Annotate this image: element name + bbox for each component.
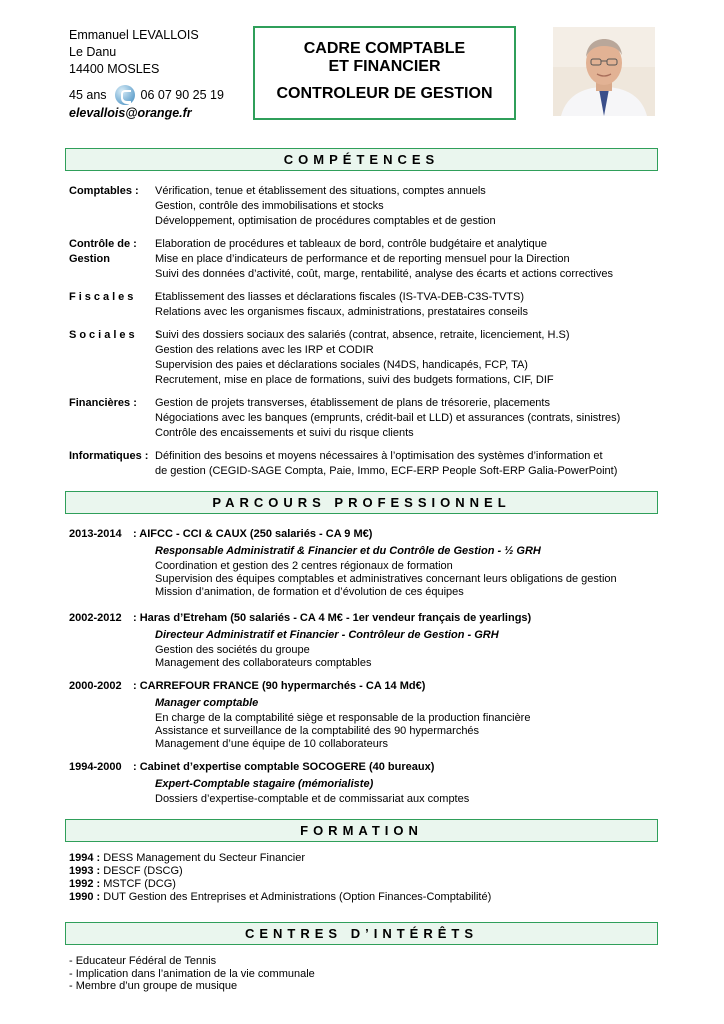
formation-item [69, 891, 491, 904]
competence-line: Mise en place d’indicateurs de performance et de reporting mensuel pour la Direction [155, 253, 570, 265]
interest-item: - Membre d’un groupe de musique [69, 980, 238, 992]
experience-years: 2000-2002 [69, 680, 122, 692]
experience-line: En charge de la comptabilité siège et responsable de la production financière [155, 712, 531, 724]
competence-row [69, 396, 620, 441]
competence-row [69, 184, 620, 229]
experience-line: Coordination et gestion des 2 centres régionaux de formation [155, 560, 453, 572]
experience-line: Dossiers d’expertise-comptable et de commissariat aux comptes [155, 793, 470, 805]
formation-text: MSTCF (DCG) [100, 878, 176, 890]
experience-role: Responsable Administratif & Financier et du Contrôle de Gestion - ½ GRH [155, 545, 541, 557]
experience-line: Supervision des équipes comptables et administratives concernant leurs obligations de gestion [155, 573, 617, 585]
competences-list [69, 184, 620, 486]
experience-role: Directeur Administratif et Financier - Contrôleur de Gestion - GRH [155, 629, 499, 641]
experience-line: Gestion des sociétés du groupe [155, 644, 310, 656]
competence-line: de gestion (CEGID-SAGE Compta, Paie, Immo, ECF-ERP People Soft-ERP Galia-PowerPoint) [155, 465, 618, 477]
competence-line: Supervision des paies et déclarations sociales (N4DS, handicapés, FCP, TA) [155, 359, 528, 371]
formation-year: 1994 : [69, 852, 101, 864]
experience-company: : Haras d’Etreham (50 salariés - CA 4 M€ - 1er vendeur français de yearlings) [133, 612, 532, 624]
competence-line: Recrutement, mise en place de formations, suivi des budgets formations, CIF, DIF [155, 374, 554, 386]
contact-email[interactable]: elevallois@orange.fr [69, 106, 192, 120]
experience-role: Manager comptable [155, 697, 259, 709]
section-header-parcours: PARCOURS PROFESSIONNEL [65, 491, 658, 514]
experience-years: 1994-2000 [69, 761, 122, 773]
formation-year: 1992 : [69, 878, 101, 890]
experience-years: 2002-2012 [69, 612, 122, 624]
experience-line: Assistance et surveillance de la comptabilité des 90 hypermarchés [155, 725, 480, 737]
experience-role: Expert-Comptable stagaire (mémorialiste) [155, 778, 374, 790]
competence-line: Développement, optimisation de procédures comptables et de gestion [155, 215, 496, 227]
experience-item [69, 528, 617, 599]
competence-label: Financières : [69, 397, 137, 409]
experience-line: Management d’une équipe de 10 collaborateurs [155, 738, 388, 750]
interest-item: - Educateur Fédéral de Tennis [69, 955, 217, 967]
competence-line: Suivi des dossiers sociaux des salariés (contrat, absence, retraite, licenciement, H.S) [155, 329, 570, 341]
experience-company: : CARREFOUR FRANCE (90 hypermarchés - CA 14 Md€) [133, 680, 426, 692]
job-title-line3: CONTROLEUR DE GESTION [276, 85, 493, 102]
competence-line: Etablissement des liasses et déclarations fiscales (IS-TVA-DEB-C3S-TVTS) [155, 291, 525, 303]
section-header-competences: COMPÉTENCES [65, 148, 658, 171]
experience-item [69, 612, 617, 670]
competence-row [69, 290, 620, 320]
job-title-line1: CADRE COMPTABLE [303, 40, 466, 57]
interests-list [69, 955, 315, 993]
portrait-image [553, 27, 655, 116]
experience-item [69, 761, 617, 806]
experience-line: Mission d’animation, de formation et d’évolution de ces équipes [155, 586, 464, 598]
formation-text: DESS Management du Secteur Financier [100, 852, 306, 864]
experience-item [69, 680, 617, 751]
profile-photo [553, 27, 655, 116]
competence-line: Négociations avec les banques (emprunts, crédit-bail et LLD) et assurances (contrats, sinistres) [155, 412, 621, 424]
competence-line: Elaboration de procédures et tableaux de bord, contrôle budgétaire et analytique [155, 238, 547, 250]
competence-line: Gestion des relations avec les IRP et CODIR [155, 344, 374, 356]
section-header-interets: CENTRES D’INTÉRÊTS [65, 922, 658, 945]
experience-years: 2013-2014 [69, 528, 122, 540]
formation-text: DESCF (DSCG) [100, 865, 183, 877]
competence-line: Suivi des données d’activité, coût, marge, rentabilité, analyse des écarts et actions correctives [155, 268, 613, 280]
formation-item [69, 865, 491, 878]
competence-line: Contrôle des encaissements et suivi du risque clients [155, 427, 414, 439]
competence-line: Gestion, contrôle des immobilisations et stocks [155, 200, 384, 212]
formation-item [69, 878, 491, 891]
formation-item [69, 852, 491, 865]
competence-label: Comptables : [69, 185, 139, 197]
contact-age: 45 ans [69, 87, 107, 102]
competence-label: Informatiques : [69, 450, 149, 462]
experience-company: : AIFCC - CCI & CAUX (250 salariés - CA 9 M€) [133, 528, 373, 540]
experience-list [69, 528, 617, 816]
contact-block [69, 27, 224, 122]
competence-label: Sociales : [69, 329, 163, 341]
competence-row [69, 237, 620, 282]
experience-line: Management des collaborateurs comptables [155, 657, 372, 669]
competence-row [69, 449, 620, 479]
competence-label: Contrôle de : Gestion [69, 238, 137, 265]
job-title-line2: ET FINANCIER [328, 58, 441, 75]
competence-line: Définition des besoins et moyens nécessaires à l’optimisation des systèmes d’information et [155, 450, 603, 462]
experience-company: : Cabinet d’expertise comptable SOCOGERE (40 bureaux) [133, 761, 435, 773]
contact-address-line1: Le Danu [69, 45, 117, 59]
interest-item: - Implication dans l’animation de la vie communale [69, 967, 315, 980]
formation-year: 1993 : [69, 865, 101, 877]
competence-line: Vérification, tenue et établissement des situations, comptes annuels [155, 185, 486, 197]
contact-name: Emmanuel LEVALLOIS [69, 28, 199, 42]
competence-line: Gestion de projets transverses, établissement de plans de trésorerie, placements [155, 397, 550, 409]
formation-text: DUT Gestion des Entreprises et Administrations (Option Finances-Comptabilité) [100, 891, 492, 903]
contact-phone: 06 07 90 25 19 [140, 87, 224, 102]
phone-icon [115, 85, 135, 105]
competence-row [69, 328, 620, 388]
section-header-formation: FORMATION [65, 819, 658, 842]
competence-line: Relations avec les organismes fiscaux, administrations, prestataires conseils [155, 306, 528, 318]
job-title-box [253, 26, 516, 120]
formation-list [69, 852, 491, 904]
phone-row [69, 85, 224, 105]
formation-year: 1990 : [69, 891, 101, 903]
contact-address-line2: 14400 MOSLES [69, 62, 160, 76]
competence-label: Fiscales : [69, 291, 162, 303]
